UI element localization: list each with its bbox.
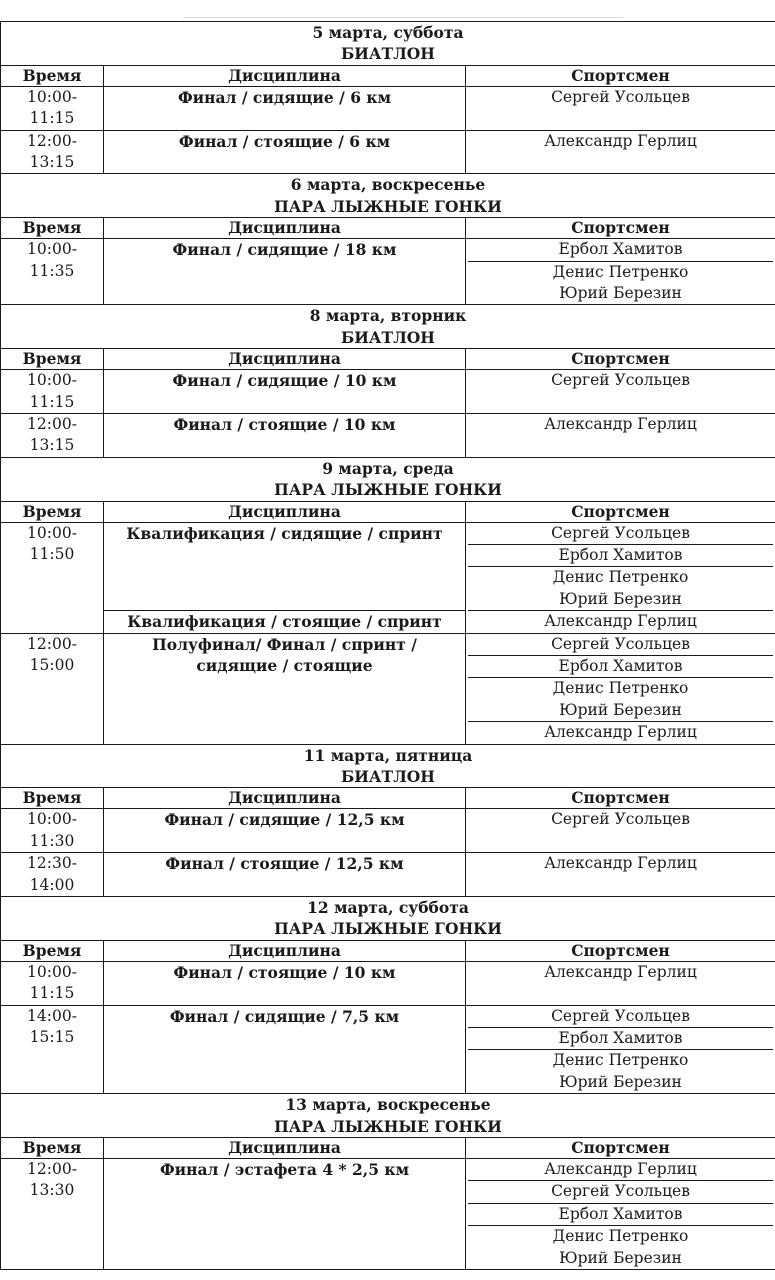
event-row (1, 370, 775, 414)
event-time (1, 86, 104, 130)
column-header-athlete: Спортсмен (466, 349, 775, 370)
athlete-name: Александр Герлиц (544, 131, 697, 150)
athlete-entry (468, 261, 773, 305)
day-header (1, 174, 775, 218)
event-row (1, 1159, 775, 1270)
top-divider (183, 17, 623, 18)
event-time-line: 10:00- (27, 240, 77, 259)
event-discipline (104, 86, 466, 130)
discipline-text-line2: сидящие / стоящие (196, 656, 373, 676)
event-athletes (466, 86, 775, 130)
athlete-name: Денис Петренко (552, 568, 689, 587)
event-time-line: 11:30 (29, 831, 75, 850)
discipline-text: Финал / эстафета 4 * 2,5 км (159, 1160, 410, 1180)
event-athletes (466, 414, 775, 458)
athlete-entry (468, 655, 773, 677)
event-row (1, 853, 775, 897)
day-date: 5 марта, суббота (312, 23, 464, 42)
discipline-text: Финал / стоящие / 10 км (173, 415, 396, 435)
event-time-line: 12:00- (27, 415, 77, 434)
event-time-line: 10:00- (27, 810, 77, 829)
athlete-entry (468, 566, 773, 610)
column-header-discipline: Дисциплина (104, 501, 466, 522)
day-header-row (1, 305, 775, 349)
event-row (1, 414, 775, 458)
event-discipline (104, 414, 466, 458)
athlete-name: Александр Герлиц (544, 854, 697, 873)
event-time-line: 13:15 (29, 436, 75, 455)
day-date: 13 марта, воскресенье (285, 1095, 491, 1115)
athlete-name: Денис Петренко (552, 1227, 689, 1246)
day-header-row (1, 22, 775, 66)
column-header-time: Время (1, 501, 104, 522)
column-header-time: Время (1, 349, 104, 370)
column-header-time: Время (1, 65, 104, 86)
event-time-line: 11:15 (29, 109, 75, 128)
athlete-entry (468, 1225, 773, 1269)
discipline-text: Финал / стоящие / 12,5 км (165, 854, 404, 874)
athlete-name: Денис Петренко (552, 679, 689, 698)
athlete-name: Ербол Хамитов (558, 240, 683, 259)
column-header-discipline: Дисциплина (104, 788, 466, 809)
event-time-line: 15:00 (29, 656, 75, 675)
event-time-line: 13:15 (29, 153, 75, 172)
event-athletes (466, 239, 775, 305)
athlete-entry (468, 610, 773, 632)
event-discipline (104, 633, 466, 744)
athlete-entry (468, 523, 773, 544)
athlete-name: Сергей Усольцев (551, 1182, 690, 1201)
day-header-row (1, 1094, 775, 1138)
event-row (1, 239, 775, 305)
athlete-name: Сергей Усольцев (551, 810, 690, 829)
day-header (1, 744, 775, 788)
event-time-line: 13:30 (29, 1181, 75, 1200)
column-header-row (1, 349, 775, 370)
athlete-name: Ербол Хамитов (558, 1029, 683, 1048)
athlete-name: Юрий Березин (559, 1248, 682, 1267)
athlete-name: Сергей Усольцев (551, 634, 690, 653)
day-sport: БИАТЛОН (341, 44, 435, 64)
column-header-time: Время (1, 218, 104, 239)
athlete-name: Денис Петренко (552, 1051, 689, 1070)
event-time (1, 1005, 104, 1094)
discipline-text: Финал / стоящие / 6 км (178, 131, 391, 151)
athlete-name: Юрий Березин (559, 1072, 682, 1091)
athlete-name: Александр Герлиц (544, 1160, 697, 1179)
athlete-entry (468, 370, 773, 391)
column-header-athlete: Спортсмен (466, 501, 775, 522)
event-time-line: 12:00- (27, 131, 77, 150)
discipline-text: Финал / сидящие / 7,5 км (169, 1006, 400, 1026)
athlete-name: Александр Герлиц (544, 415, 697, 434)
event-time (1, 809, 104, 853)
event-athletes (466, 633, 775, 744)
column-header-time: Время (1, 940, 104, 961)
event-row (1, 86, 775, 130)
day-header (1, 457, 775, 501)
discipline-text: Финал / стоящие / 10 км (173, 962, 396, 982)
athlete-entry (468, 1006, 773, 1027)
event-time-line: 11:50 (29, 545, 75, 564)
event-athletes (466, 853, 775, 897)
column-header-row (1, 788, 775, 809)
discipline-text: Финал / сидящие / 6 км (177, 87, 392, 107)
event-athletes (466, 961, 775, 1005)
event-row (1, 633, 775, 744)
day-header (1, 22, 775, 66)
athlete-name: Юрий Березин (559, 284, 682, 303)
day-header-row (1, 457, 775, 501)
athlete-name: Ербол Хамитов (558, 657, 683, 676)
event-time-line: 11:35 (29, 261, 75, 280)
athlete-name: Александр Герлиц (544, 612, 697, 631)
event-discipline (104, 1005, 466, 1094)
column-header-row (1, 501, 775, 522)
event-time-line: 11:15 (29, 984, 75, 1003)
athlete-entry (468, 677, 773, 721)
event-time-line: 12:00- (27, 1160, 77, 1179)
athlete-entry (468, 1203, 773, 1225)
column-header-athlete: Спортсмен (466, 218, 775, 239)
athlete-name: Александр Герлиц (544, 723, 697, 742)
day-sport: ПАРА ЛЫЖНЫЕ ГОНКИ (274, 1116, 502, 1136)
event-discipline (104, 522, 466, 633)
event-athletes (466, 130, 775, 174)
event-row (1, 130, 775, 174)
event-time-line: 12:30- (27, 854, 77, 873)
event-time-line: 14:00- (27, 1006, 77, 1025)
day-sport: ПАРА ЛЫЖНЫЕ ГОНКИ (274, 196, 502, 216)
event-discipline (104, 130, 466, 174)
column-header-row (1, 1138, 775, 1159)
day-header-row (1, 174, 775, 218)
event-discipline (104, 1159, 466, 1270)
athlete-name: Денис Петренко (552, 262, 689, 281)
column-header-row (1, 940, 775, 961)
event-time-line: 10:00- (27, 523, 77, 542)
day-date: 11 марта, пятница (303, 745, 473, 765)
day-date: 6 марта, воскресенье (290, 175, 486, 195)
column-header-discipline: Дисциплина (104, 940, 466, 961)
day-date: 9 марта, среда (322, 458, 454, 478)
event-time-line: 14:00 (29, 875, 75, 894)
day-header (1, 305, 775, 349)
event-time (1, 853, 104, 897)
athlete-name: Юрий Березин (559, 589, 682, 608)
day-sport: БИАТЛОН (341, 327, 435, 347)
column-header-row (1, 65, 775, 86)
athlete-name: Юрий Березин (559, 700, 682, 719)
athlete-entry (468, 544, 773, 566)
event-time (1, 961, 104, 1005)
column-header-athlete: Спортсмен (466, 940, 775, 961)
event-discipline (104, 853, 466, 897)
athlete-entry (468, 87, 773, 108)
discipline-text: Финал / сидящие / 12,5 км (164, 810, 405, 830)
event-athletes (466, 1159, 775, 1270)
discipline-text-secondary: Квалификация / стоящие / спринт (104, 610, 465, 632)
event-time-line: 10:00- (27, 371, 77, 390)
column-header-athlete: Спортсмен (466, 1138, 775, 1159)
column-header-discipline: Дисциплина (104, 65, 466, 86)
day-date: 12 марта, суббота (307, 898, 469, 918)
athlete-entry (468, 634, 773, 655)
column-header-row (1, 218, 775, 239)
discipline-text: Квалификация / сидящие / спринт (126, 523, 443, 543)
event-row (1, 961, 775, 1005)
discipline-text: Финал / сидящие / 18 км (172, 240, 397, 260)
event-row (1, 1005, 775, 1094)
athlete-entry (468, 131, 773, 152)
day-header (1, 897, 775, 941)
event-discipline (104, 961, 466, 1005)
event-time-line: 10:00- (27, 962, 77, 981)
column-header-time: Время (1, 788, 104, 809)
athlete-name: Сергей Усольцев (551, 1006, 690, 1025)
athlete-entry (468, 809, 773, 830)
day-sport: ПАРА ЛЫЖНЫЕ ГОНКИ (274, 480, 502, 500)
day-header (1, 1094, 775, 1138)
column-header-athlete: Спортсмен (466, 65, 775, 86)
athlete-name: Александр Герлиц (544, 962, 697, 981)
event-row (1, 522, 775, 633)
athlete-name: Сергей Усольцев (551, 87, 690, 106)
event-time (1, 414, 104, 458)
day-date: 8 марта, вторник (309, 306, 467, 326)
event-time-line: 12:00- (27, 634, 77, 653)
athlete-entry (468, 721, 773, 743)
athlete-entry (468, 853, 773, 874)
day-header-row (1, 897, 775, 941)
column-header-discipline: Дисциплина (104, 218, 466, 239)
event-time (1, 522, 104, 633)
day-header-row (1, 744, 775, 788)
column-header-time: Время (1, 1138, 104, 1159)
day-sport: ПАРА ЛЫЖНЫЕ ГОНКИ (274, 919, 502, 939)
event-time (1, 239, 104, 305)
athlete-entry (468, 1027, 773, 1049)
event-athletes (466, 1005, 775, 1094)
athlete-entry (468, 1159, 773, 1180)
athlete-name: Ербол Хамитов (558, 546, 683, 565)
event-discipline (104, 239, 466, 305)
athlete-name: Сергей Усольцев (551, 371, 690, 390)
athlete-entry (468, 239, 773, 260)
event-discipline (104, 809, 466, 853)
athlete-name: Сергей Усольцев (551, 523, 690, 542)
day-sport: БИАТЛОН (341, 767, 435, 787)
athlete-entry (468, 962, 773, 983)
event-time-line: 15:15 (29, 1028, 75, 1047)
discipline-text: Полуфинал/ Финал / спринт / (152, 634, 417, 654)
column-header-discipline: Дисциплина (104, 1138, 466, 1159)
athlete-name: Ербол Хамитов (558, 1204, 683, 1223)
column-header-discipline: Дисциплина (104, 349, 466, 370)
schedule-table (0, 21, 775, 1270)
athlete-entry (468, 414, 773, 435)
event-row (1, 809, 775, 853)
column-header-athlete: Спортсмен (466, 788, 775, 809)
athlete-entry (468, 1049, 773, 1093)
event-time (1, 370, 104, 414)
athlete-entry (468, 1180, 773, 1202)
event-time (1, 633, 104, 744)
event-athletes (466, 522, 775, 633)
event-athletes (466, 370, 775, 414)
event-time-line: 10:00- (27, 87, 77, 106)
event-athletes (466, 809, 775, 853)
discipline-text: Финал / сидящие / 10 км (172, 371, 397, 391)
event-time-line: 11:15 (29, 392, 75, 411)
event-discipline (104, 370, 466, 414)
event-time (1, 130, 104, 174)
event-time (1, 1159, 104, 1270)
